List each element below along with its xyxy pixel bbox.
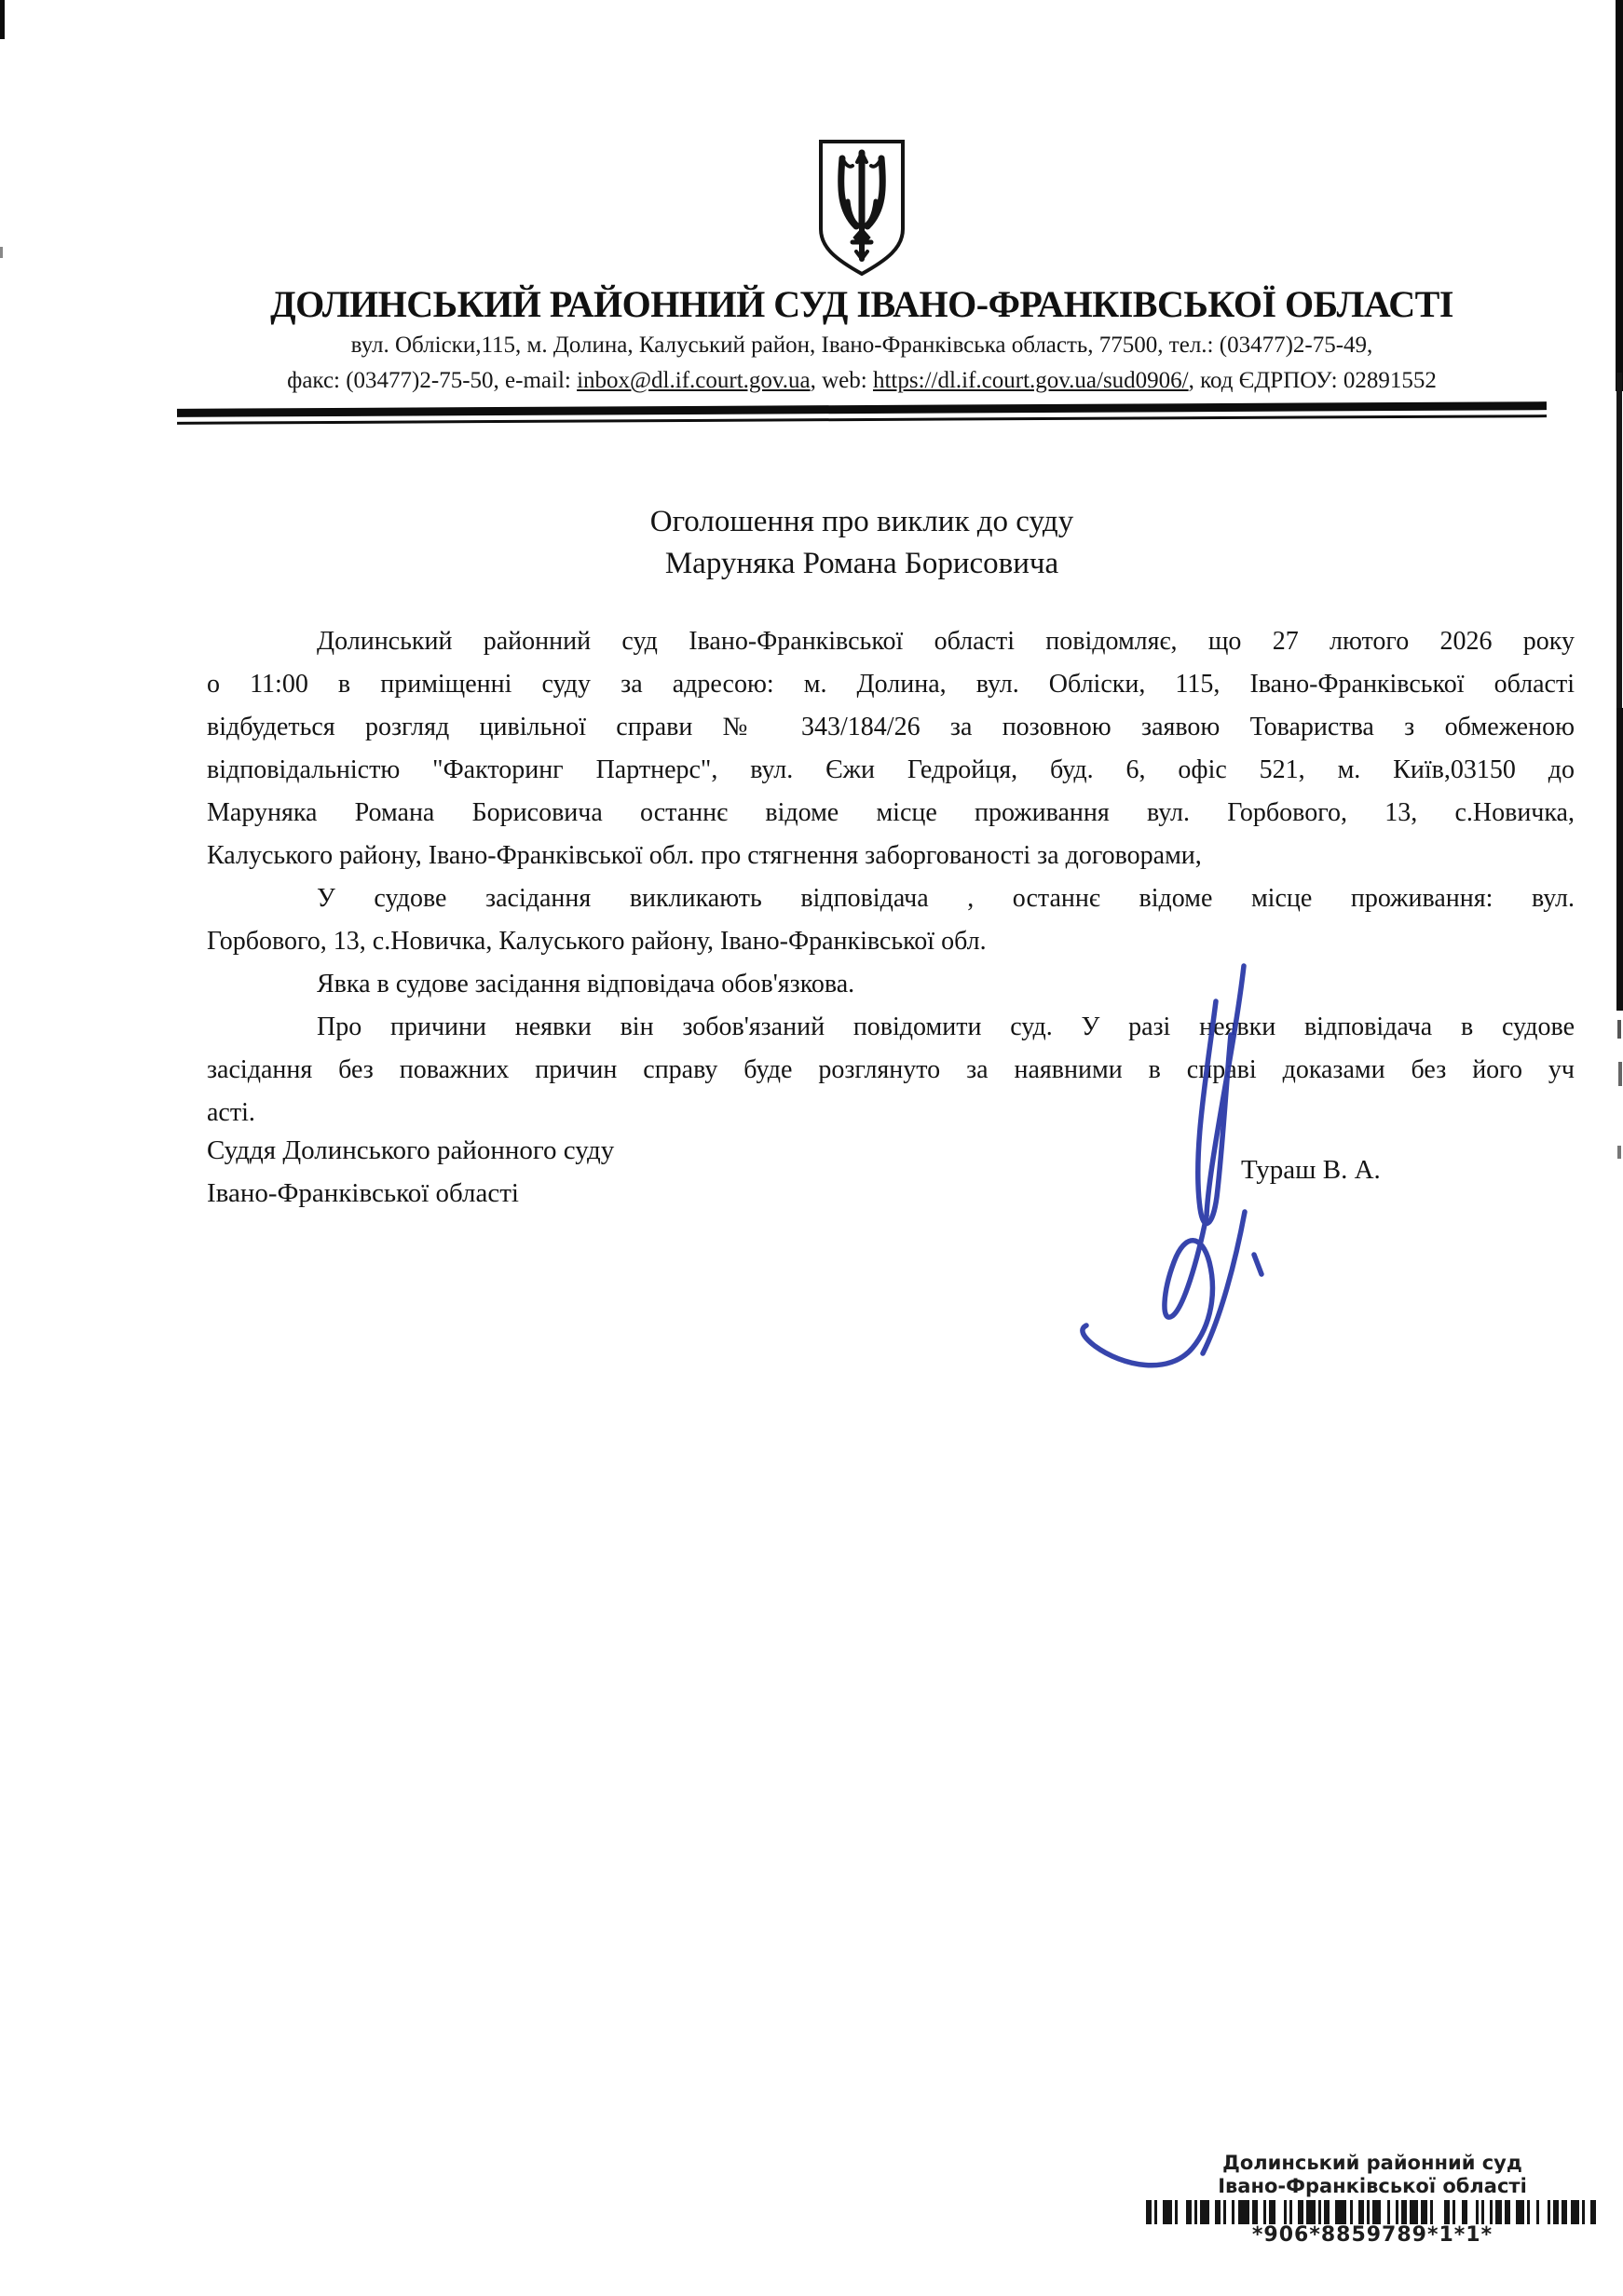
web-link-text: https://dl.if.court.gov.ua/sud0906/ <box>872 368 1189 393</box>
scan-edge-artifact <box>1616 373 1622 727</box>
barcode-gap <box>1178 2200 1186 2224</box>
text-line: Горбового, 13, с.Новичка, Калуського району, Івано-Франківської обл. <box>207 927 987 956</box>
text-line: Долинський районний суд Івано-Франківської області повідомляє, що 27 лютого 2026 року <box>317 627 1575 656</box>
text-line: У судове засідання викликають відповідача , останнє відоме місце проживання: вул. <box>317 884 1575 913</box>
barcode-bar <box>1516 2200 1524 2224</box>
web-label: , web: <box>810 368 873 393</box>
paragraph <box>207 620 1575 877</box>
barcode-bar <box>1372 2200 1381 2224</box>
text-line: відповідальністю "Факторинг Партнерс", вул. Єжи Гедройця, буд. 6, офіс 521, м. Київ,03150 до <box>207 755 1575 784</box>
email-link-text: inbox@dl.if.court.gov.ua <box>577 368 811 393</box>
judge-title-line1: Суддя Долинського районного суду <box>207 1135 615 1165</box>
stamp-court-name-line2: Івано-Франківської області <box>1218 2175 1527 2197</box>
barcode-gap <box>1596 2200 1599 2224</box>
document-title-line2: Маруняка Романа Борисовича <box>664 547 1059 580</box>
scan-edge-artifact <box>1617 1020 1621 1039</box>
text-line: Маруняка Романа Борисовича останнє відоме місце проживання вул. Горбового, 13, с.Новичка, <box>207 798 1575 827</box>
paragraph <box>207 963 1575 1006</box>
text-line: засідання без поважних причин справу буде розглянуто за наявними в справі доказами без його уч <box>207 1055 1575 1084</box>
scan-edge-artifact <box>0 0 5 39</box>
stamp-code: *906*8859789*1*1* <box>1251 2223 1493 2247</box>
barcode-bar <box>1163 2200 1171 2224</box>
handwritten-signature <box>1043 945 1323 1397</box>
document-title <box>177 501 1547 585</box>
court-name: ДОЛИНСЬКИЙ РАЙОННИЙ СУД ІВАНО-ФРАНКІВСЬКОЇ ОБЛАСТІ <box>270 283 1453 325</box>
stamp-court-name-line1: Долинський районний суд <box>1222 2152 1522 2174</box>
court-address-line1: вул. Обліски,115, м. Долина, Калуський район, Івано-Франківська область, 77500, тел.: (03477)2-75-49, <box>350 333 1373 358</box>
fax-label: факс: (03477)2-75-50, e-mail: <box>287 368 578 393</box>
text-line: о 11:00 в приміщенні суду за адресою: м. Долина, вул. Обліски, 115, Івано-Франківської області <box>207 670 1575 699</box>
text-line: асті. <box>207 1098 255 1127</box>
barcode-gap <box>1467 2200 1476 2224</box>
barcode-bar <box>1410 2200 1418 2224</box>
letterhead-divider <box>177 401 1547 425</box>
notice-body <box>207 620 1575 1134</box>
barcode-bar <box>1571 2200 1579 2224</box>
text-line: Про причини неявки він зобов'язаний повідомити суд. У разі неявки відповідача в судове <box>317 1012 1575 1041</box>
text-line: відбудеться розгляд цивільної справи № 343/184/26 за позовною заявою Товариства з обмеженою <box>207 713 1575 741</box>
court-address-line2 <box>177 363 1547 399</box>
judge-title-block <box>207 1129 614 1215</box>
scan-edge-artifact <box>0 247 3 258</box>
paragraph <box>207 877 1575 963</box>
coat-of-arms-icon <box>177 138 1547 279</box>
barcode-bar <box>1306 2200 1315 2224</box>
court-barcode-stamp <box>1146 2152 1599 2247</box>
barcode-bar <box>1335 2200 1346 2224</box>
scan-edge-artifact <box>1617 1146 1621 1159</box>
scan-edge-artifact <box>1616 708 1623 1011</box>
text-line: Калуського району, Івано-Франківської обл. про стягнення заборгованості за договорами, <box>207 841 1202 870</box>
barcode-gap <box>1275 2200 1284 2224</box>
edrpou-label: , код ЄДРПОУ: 02891552 <box>1188 368 1437 393</box>
letterhead <box>177 138 1547 421</box>
scan-edge-artifact <box>1616 0 1623 391</box>
scan-edge-artifact <box>1618 1062 1622 1086</box>
barcode-bar <box>1200 2200 1208 2224</box>
paragraph <box>207 1006 1575 1134</box>
barcode-gap <box>1433 2200 1444 2224</box>
barcode-graphic <box>1146 2200 1599 2224</box>
barcode-gap <box>1539 2200 1548 2224</box>
text-line: Явка в судове засідання відповідача обов'язкова. <box>317 970 855 999</box>
judge-title-line2: Івано-Франківської області <box>207 1178 519 1208</box>
barcode-bar <box>1238 2200 1249 2224</box>
document-title-line1: Оголошення про виклик до суду <box>649 505 1074 538</box>
judge-name: Тураш В. А. <box>1241 1155 1381 1185</box>
